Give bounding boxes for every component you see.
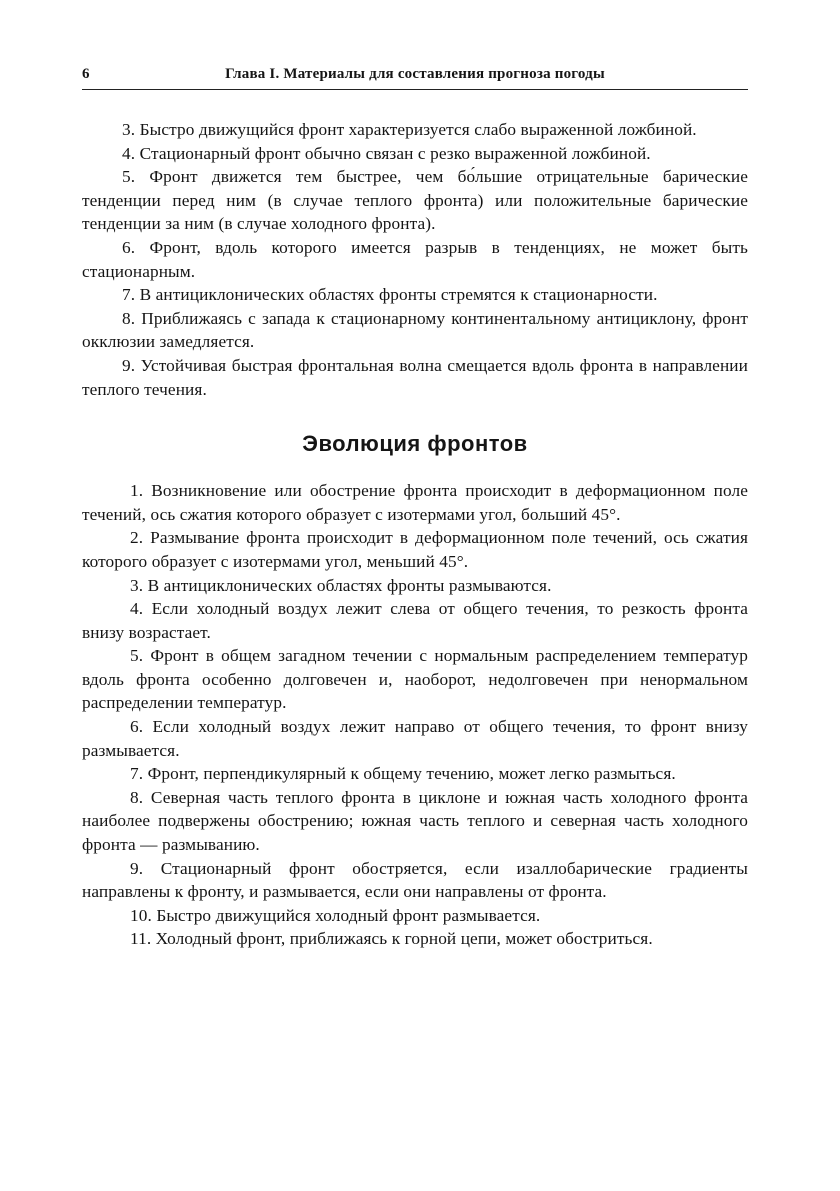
evolution-item-11: 11. Холодный фронт, приближаясь к горной цепи, может обостриться.: [130, 929, 653, 949]
running-header: [82, 66, 748, 90]
paragraph-item-3: 3. Быстро движущийся фронт характеризуется слабо выраженной ложбиной.: [122, 120, 697, 139]
evolution-item-4: 4. Если холодный воздух лежит слева от общего течения, то резкость фронта внизу возрастает.: [82, 599, 748, 642]
evolution-item-1: 1. Возникновение или обострение фронта происходит в деформационном поле течений, ось сжатия которого образует с изотермами угол, больший 45°.: [82, 481, 748, 524]
evolution-item-7: 7. Фронт, перпендикулярный к общему течению, может легко размыться.: [130, 764, 676, 784]
paragraph-item-6: 6. Фронт, вдоль которого имеется разрыв в тенденциях, не может быть стационарным.: [82, 237, 748, 281]
paragraph-item-8: 8. Приближаясь с запада к стационарному континентальному антициклону, фронт окклюзии замедляется.: [82, 308, 748, 352]
evolution-item-8: 8. Северная часть теплого фронта в циклоне и южная часть холодного фронта наиболее подвержены обострению; южная часть теплого и северная часть холодного фронта — размыванию.: [82, 787, 748, 855]
evolution-item-5: 5. Фронт в общем загадном течении с нормальным распределением температур вдоль фронта особенно долговечен и, наоборот, недолговечен при ненормальном распределении температур.: [82, 646, 748, 713]
section-heading: Эволюция фронтов: [302, 431, 528, 457]
section-evolution-list: [82, 479, 748, 951]
evolution-item-2: 2. Размывание фронта происходит в деформационном поле течений, ось сжатия которого образует с изотермами угол, меньший 45°.: [82, 528, 748, 571]
book-page: [82, 66, 748, 951]
paragraph-item-5: 5. Фронт движется тем быстрее, чем бо́льшие отрицательные барические тенденции перед ним (в случае теплого фронта) или положительные барические тенденции за ним (в случае холодного фронта).: [82, 167, 748, 234]
paragraph-item-7: 7. В антициклонических областях фронты стремятся к стационарности.: [122, 285, 658, 305]
running-title: Глава I. Материалы для составления прогноза погоды: [225, 66, 605, 82]
section-properties-list: [82, 118, 748, 401]
evolution-item-10: 10. Быстро движущийся холодный фронт размывается.: [130, 905, 541, 925]
paragraph-item-9: 9. Устойчивая быстрая фронтальная волна смещается вдоль фронта в направлении теплого течения.: [82, 355, 748, 399]
evolution-item-3: 3. В антициклонических областях фронты размываются.: [130, 575, 552, 595]
page-number: 6: [82, 66, 90, 82]
evolution-item-6: 6. Если холодный воздух лежит направо от общего течения, то фронт внизу размывается.: [82, 717, 748, 760]
paragraph-item-4: 4. Стационарный фронт обычно связан с резко выраженной ложбиной.: [122, 143, 651, 163]
evolution-item-9: 9. Стационарный фронт обостряется, если изаллобарические градиенты направлены к фронту, и размывается, если они направлены от фронта.: [82, 858, 748, 902]
